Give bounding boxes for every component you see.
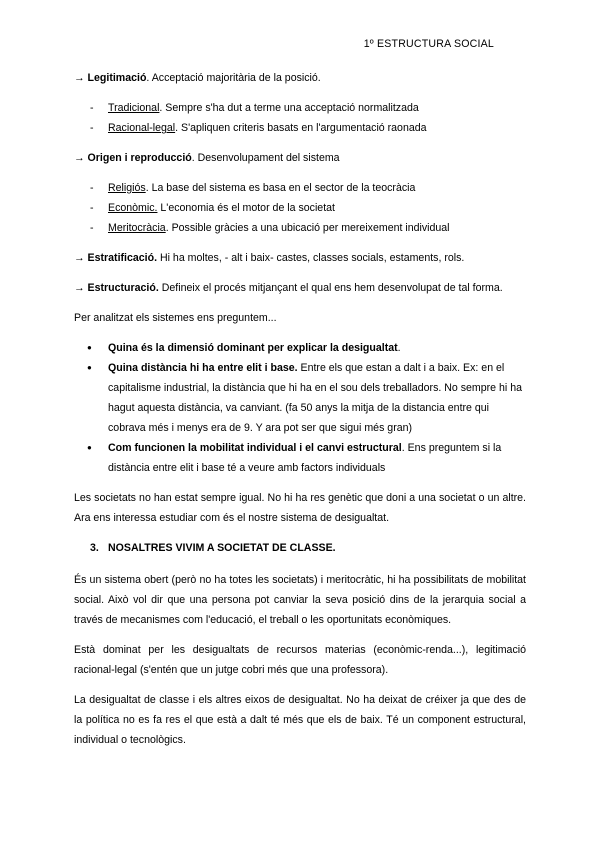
questions-list xyxy=(74,338,526,478)
estructuracio-text: Defineix el procés mitjançant el qual ens hem desenvolupat de tal forma. xyxy=(158,282,503,294)
question-text: . xyxy=(397,342,401,354)
list-item xyxy=(74,178,526,198)
page-content xyxy=(74,68,526,760)
question-bold: Quina distància hi ha entre elit i base. xyxy=(108,362,298,374)
legitimacio-text: . Acceptació majoritària de la posició. xyxy=(146,72,321,84)
list-item-term: Racional-legal xyxy=(108,122,176,134)
list-item-text: L'economia és el motor de la societat xyxy=(157,202,335,214)
estratificacio-text: Hi ha moltes, - alt i baix- castes, classes socials, estaments, rols. xyxy=(157,252,465,264)
legitimacio-line xyxy=(74,68,526,88)
arrow-icon: → xyxy=(74,152,85,164)
arrow-icon: → xyxy=(74,72,85,84)
section-title: NOSALTRES VIVIM A SOCIETAT DE CLASSE. xyxy=(108,542,336,554)
section-heading xyxy=(74,538,526,558)
list-item-text: . Sempre s'ha dut a terme una acceptació normalitzada xyxy=(159,102,419,114)
estructuracio-line xyxy=(74,278,526,298)
origen-text: . Desenvolupament del sistema xyxy=(191,152,340,164)
list-item-text: . La base del sistema es basa en el sector de la teocràcia xyxy=(145,182,416,194)
estratificacio-term: Estratificació. xyxy=(87,252,158,264)
arrow-icon: → xyxy=(74,282,85,294)
list-item xyxy=(74,218,526,238)
list-item-term: Religiós xyxy=(108,182,146,194)
question-bold: Com funcionen la mobilitat individual i el canvi estructural xyxy=(108,442,402,454)
section-number: 3. xyxy=(90,542,99,554)
origen-line xyxy=(74,148,526,168)
question-text: Entre els que estan a dalt i a baix. Ex: en el capitalisme industrial, la distància que hi ha en el sou dels treballadors. No sempre hi ha hagut aquesta distància, va canviant. (fa 50 anys la mitja de la distancia entre qui cobrava més i menys era de 9. Y ara pot ser que sigui més gran) xyxy=(108,362,522,434)
estratificacio-line xyxy=(74,248,526,268)
list-item xyxy=(74,198,526,218)
list-item xyxy=(74,98,526,118)
questions-intro: Per analitzat els sistemes ens preguntem... xyxy=(74,312,277,324)
question-text: . Ens preguntem si la distància entre elit i base té a veure amb factors individuals xyxy=(108,442,502,474)
origen-list xyxy=(74,178,526,238)
question-bold: Quina és la dimensió dominant per explicar la desigualtat xyxy=(108,342,398,354)
legitimacio-term: Legitimació xyxy=(87,72,147,84)
paragraph: Està dominat per les desigualtats de recursos materias (econòmic-renda...), legitimació racional-legal (s'entén que un jutge cobri més que una professora). xyxy=(74,644,526,676)
arrow-icon: → xyxy=(74,252,85,264)
paragraph: La desigualtat de classe i els altres eixos de desigualtat. No ha deixat de créixer ja que des de la política no es fa res el que està a dalt té més que els de baix. Té un component estructural, individual o tecnològics. xyxy=(74,694,526,746)
page-header: 1º ESTRUCTURA SOCIAL xyxy=(363,38,494,50)
list-item xyxy=(74,118,526,138)
list-item-term: Tradicional xyxy=(108,102,160,114)
list-item-text: . Possible gràcies a una ubicació per mereixement individual xyxy=(165,222,450,234)
legitimacio-list xyxy=(74,98,526,138)
list-item xyxy=(74,338,526,358)
list-item-text: . S'apliquen criteris basats en l'argumentació raonada xyxy=(175,122,427,134)
list-item-term: Meritocràcia xyxy=(108,222,166,234)
list-item xyxy=(74,358,526,438)
paragraph: És un sistema obert (però no ha totes les societats) i meritocràtic, hi ha possibilitats de mobilitat social. Això vol dir que una persona pot canviar la seva posició dins de la jerarquia social a través de mecanismes com l'educació, el treball o les oportunitats econòmiques. xyxy=(74,574,526,626)
list-item-term: Econòmic. xyxy=(108,202,158,214)
paragraph: Les societats no han estat sempre igual. No hi ha res genètic que doni a una societat o un altre. Ara ens interessa estudiar com és el nostre sistema de desigualtat. xyxy=(74,492,526,524)
origen-term: Origen i reproducció xyxy=(87,152,192,164)
estructuracio-term: Estructuració. xyxy=(87,282,159,294)
list-item xyxy=(74,438,526,478)
